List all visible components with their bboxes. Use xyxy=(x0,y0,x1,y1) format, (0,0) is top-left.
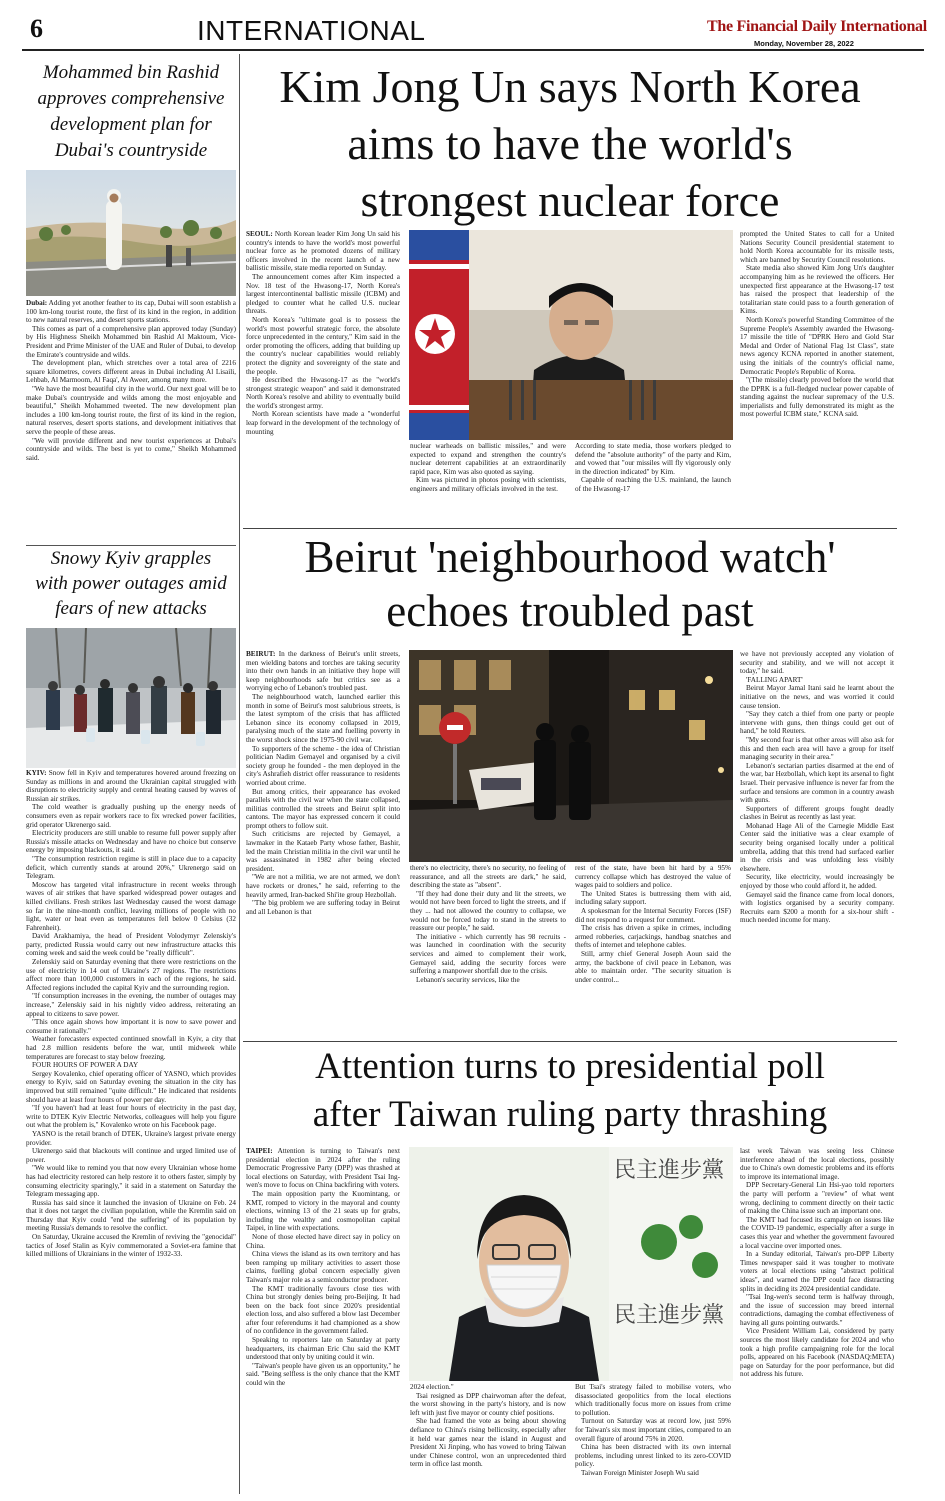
paragraph: Sergey Kovalenko, chief operating officer of YASNO, which provides energy to Kyiv, said on Saturday evening the situation in the city has improved but still remained "quite difficult." He indicated that residents should have at least four hours of power per day. xyxy=(26,1069,236,1104)
taiwan-col-1 xyxy=(246,1147,400,1494)
paragraph: "My second fear is that other areas will also ask for this and then each area will have a group for itself managing security in their area." xyxy=(740,735,894,762)
dubai-body xyxy=(26,299,236,544)
paragraph: China views the island as its own territory and has been ramping up military activities to assert those claims, fuelling global concern especially given Taiwan's major role as a semiconductor producer. xyxy=(246,1250,400,1284)
paragraph: "Taiwan's people have given us an opportunity," he said. "Being selfless is the only chance that the KMT could win the xyxy=(246,1361,400,1388)
paragraph: But among critics, their appearance has evoked parallels with the civil war when the state collapsed, militias controlled the streets and Beirut split into cantons. The mayor has expressed concern it could prompt others to follow suit. xyxy=(246,787,400,830)
paragraph: "We will provide different and new tourist experiences at Dubai's countryside and wilds. The best is yet to come," Sheikh Mohammed said. xyxy=(26,436,236,462)
beirut-col-3 xyxy=(575,864,731,1036)
story-divider xyxy=(243,528,897,529)
paragraph: Tsai resigned as DPP chairwoman after the defeat, the worst showing in the party's history, and is now left with just five mayor or county chief positions. xyxy=(410,1391,566,1417)
paragraph: Zelenskiy said on Saturday evening that there were restrictions on the use of electricity in 14 out of Ukraine's 27 regions. The restrictions affect more than 100,000 customers in each of the regions, he said. Affected regions included the capital Kyiv and the surrounding region. xyxy=(26,958,236,992)
paragraph: To supporters of the scheme - the idea of Christian politician Nadim Gemayel and organised by a civil society group he founded - the men deployed in the city's Ashrafieh district offer reassurance to residents worried about crime. xyxy=(246,744,400,787)
paragraph: "Say they catch a thief from one party or people intervene with guns, then things could get out of hand," he told Reuters. xyxy=(740,710,894,736)
headline-line: Beirut 'neighbourhood watch' xyxy=(304,532,836,582)
paragraph: 2024 election." xyxy=(410,1383,454,1391)
paragraph: "If you haven't had at least four hours of electricity in the past day, write to DTEK Kyiv Electric Networks, colleagues will help you figure out what the problem is," Kovalenko wrote on his Facebook page. xyxy=(26,1104,236,1130)
subhead: FOUR HOURS OF POWER A DAY xyxy=(32,1061,139,1070)
paragraph: "If consumption increases in the evening, the number of outages may increase," Zelenskiy said in his nightly video address, reiterating an appeal to citizens to save power. xyxy=(26,992,236,1018)
paragraph: This comes as part of a comprehensive plan approved today (Sunday) by His Highness Sheikh Mohammed bin Rashid Al Maktoum, Vice-President and Prime Minister of the UAE and Ruler of Dubai, to develop the Emirate's countryside and wilds. xyxy=(26,324,236,359)
paragraph: The announcement comes after Kim inspected a Nov. 18 test of the Hwasong-17, North Korea's largest intercontinental ballistic missile (ICBM) and pledged to counter what he called U.S. nuclear threats. xyxy=(246,272,400,316)
paragraph: Supporters of different groups fought deadly clashes in Beirut as recently as last year. xyxy=(740,804,894,822)
subhead: 'FALLING APART' xyxy=(746,675,803,684)
dpp-sign-text-bottom: 民主進步黨 xyxy=(614,1303,725,1328)
headline-line: with power outages amid xyxy=(35,573,227,594)
paragraph: In the darkness of Beirut's unlit streets, men wielding batons and torches are taking security into their own hands in an initiative they hope will keep neighbourhoods safe but critics see as a worrying echo of Lebanon's troubled past. xyxy=(246,650,400,693)
paragraph: there's no electricity, there's no security, no feeling of reassurance, and all the streets are dark," he said, describing the state as "absent". xyxy=(410,864,566,890)
beirut-col-2 xyxy=(410,864,566,1036)
paragraph: On Saturday, Ukraine accused the Kremlin of reviving the "genocidal" tactics of Josef Stalin as Kyiv commemorated a Soviet-era famine that killed millions of Ukrainians in the winter of 1932-33. xyxy=(26,1233,236,1259)
beirut-col-1 xyxy=(246,650,400,1036)
paragraph: Moscow has targeted vital infrastructure in recent weeks through waves of air strikes that have sparked widespread power outages and killed civilians. Fresh strikes last Wednesday caused the worst damage so far in the nine-month conflict, leaving millions of people with no light, water or heat even as temperatures fell below 0 Celsius (32 Fahrenheit). xyxy=(26,880,236,932)
dateline: BEIRUT: xyxy=(246,650,276,658)
paragraph: State media also showed Kim Jong Un's daughter accompanying him as he reviewed the officers. Her unexpected first appearance at the Hwasong-17 test has raised the prospect that leadership of the totalitarian state could pass to a fourth generation of Kims. xyxy=(740,264,894,316)
headline-line: fears of new attacks xyxy=(55,598,207,619)
paragraph: "We have the most beautiful city in the world. Our next goal will be to make Dubai's countryside and wilds among the most enjoyable and beautiful," Sheikh Mohammed tweeted. The new development plan includes a 100 km-long tourist route, the first of its kind in the region, natural reserves, desert sports stations, and development initiatives that serve the people of these areas. xyxy=(26,384,236,436)
headline-line: echoes troubled past xyxy=(386,586,754,636)
paragraph: "(The missile) clearly proved before the world that the DPRK is a full-fledged nuclear power capable of standing against the nuclear supremacy of the U.S. imperialists and fully demonstrated its might as the most powerful ICBM state," KCNA said. xyxy=(740,376,894,419)
paragraph: Vice President William Lai, considered by party sources the most likely candidate for 2024 and who took a high profile campaigning role for the local polls, appeared on his Facebook (NASDAQ:META) page on Saturday for the poor performance, but did not address his future. xyxy=(740,1327,894,1379)
paragraph: Gemayel said the finance came from local donors, with logistics organised by a security company. Recruits earn $200 a month for a six-hour shift - much needed income for many. xyxy=(740,890,894,925)
paragraph: last week Taiwan was seeing less Chinese interference ahead of the local elections, possibly due to China's own domestic problems and its efforts to improve its international image. xyxy=(740,1147,894,1181)
paragraph: Lebanon's sectarian parties disarmed at the end of the war, bar Hezbollah, which kept its arsenal to fight Israel. Their pervasive influence is never far from the surface and tensions are common in a country awash with guns. xyxy=(740,761,894,805)
dateline: KYIV: xyxy=(26,769,47,777)
paragraph: Attention is turning to Taiwan's next presidential election in 2024 after the ruling Democratic Progressive Party (DPP) was thrashed at local elections on Saturday, with President Tsai Ing-wen's move to focus on China backfiring with voters. xyxy=(246,1147,400,1190)
paragraph: "If they had done their duty and lit the streets, we would not have been forced to light the streets, and if they ... had not allowed the country to collapse, we would not be forced today to stand in the streets to reassure our people," he said. xyxy=(410,889,566,933)
paragraph: North Korea's powerful Standing Committee of the Supreme People's Assembly awarded the Hwasong-17 missile the title of "DPRK Hero and Gold Star Medal and Order of National Flag 1st Class", state news agency KCNA reported in another statement, using the initials of the country's official name, Democratic People's Republic of Korea. xyxy=(740,315,894,376)
taiwan-col-3 xyxy=(575,1383,731,1494)
paragraph: North Korea's "ultimate goal is to possess the world's most powerful strategic force, the absolute force unprecedented in the century," Kim said in the order promoting the officers, adding that building up the country's nuclear capabilities would reliably protect the dignity and sovereignty of the state and the people. xyxy=(246,315,400,376)
paragraph: Security, like electricity, would increasingly be enjoyed by those who could afford it, he added. xyxy=(740,873,894,891)
taiwan-col-2 xyxy=(410,1383,566,1494)
paragraph: North Korean scientists have made a "wonderful leap forward in the development of the technology of mounting xyxy=(246,410,400,436)
paragraph: Weather forecasters expected continued snowfall in Kyiv, a city that had 2.8 million residents before the war, until midweek while temperatures are forecast to stay below freezing. xyxy=(26,1035,236,1061)
dubai-headline xyxy=(26,60,236,164)
paragraph: Mohanad Hage Ali of the Carnegie Middle East Center said the initiative was a clear example of security being organised locally under a political umbrella, adding that this trend had surfaced earlier in the crisis and was unfolding less visibly elsewhere. xyxy=(740,821,894,873)
paragraph: He described the Hwasong-17 as the "world's strongest strategic weapon" and said it demonstrated North Korea's resolve and ability to eventually build the world's strongest army. xyxy=(246,376,400,410)
paragraph: YASNO is the retail branch of DTEK, Ukraine's largest private energy provider. xyxy=(26,1129,236,1147)
paragraph: Snow fell in Kyiv and temperatures hovered around freezing on Sunday as millions in and around the Ukrainian capital struggled with disruptions to electricity supply and central heating caused by waves of Russian air strikes. xyxy=(26,769,236,803)
headline-line: Dubai's countryside xyxy=(54,140,208,161)
headline-line: Mohammed bin Rashid xyxy=(42,62,220,83)
paragraph: DPP Secretary-General Lin Hsi-yao told reporters the party will perform a "review" of what went wrong, declining to comment directly on their tactic of making the China issue such an important one. xyxy=(740,1181,894,1216)
paragraph: Such criticisms are rejected by Gemayel, a lawmaker in the Kataeb Party whose father, Bashir, led the main Christian militia in the civil war until he was assassinated in 1982 after being elected president. xyxy=(246,830,400,873)
paragraph: Ukrenergo said that blackouts will continue and urged limited use of power. xyxy=(26,1147,236,1164)
korea-col-1 xyxy=(246,230,400,526)
headline-line: aims to have the world's xyxy=(347,118,793,169)
paragraph: Electricity producers are still unable to resume full power supply after Russia's missile attacks on Wednesday and have no choice but conserve energy by imposing blackouts, it said. xyxy=(26,829,236,855)
headline-line: after Taiwan ruling party thrashing xyxy=(312,1094,828,1135)
kyiv-body xyxy=(26,769,236,1494)
paragraph: prompted the United States to call for a United Nations Security Council presidential statement to hold North Korea accountable for its missile tests, which are banned by Security Council resolutions. xyxy=(740,230,894,264)
page-number: 6 xyxy=(30,14,43,43)
issue-date: Monday, November 28, 2022 xyxy=(754,39,854,48)
paper-name: The Financial Daily International xyxy=(707,18,927,35)
kyiv-photo xyxy=(26,628,236,768)
paragraph: The neighbourhood watch, launched earlier this month in some of Beirut's most salubrious streets, is the latest symptom of the crisis that has afflicted Lebanon since its economy collapsed in 2019, paralysing much of the state and fuelling poverty in the worst shock since the 1975-90 civil war. xyxy=(246,692,400,744)
paragraph: The United States is buttressing them with aid, including salary support. xyxy=(575,889,731,907)
paragraph: Speaking to reporters late on Saturday at party headquarters, its chairman Eric Chu said the KMT understood that only by uniting could it win. xyxy=(246,1336,400,1362)
paragraph: The KMT had focused its campaign on issues like the COVID-19 pandemic, especially after a surge in cases this year and whether the government favoured a local vaccine over imported ones. xyxy=(740,1215,894,1250)
paragraph: "Tsai Ing-wen's second term is halfway through, and the issue of succession may breed internal contradictions, damaging the combat effectiveness of having all guns pointing outwards." xyxy=(740,1293,894,1327)
paragraph: A spokesman for the Internal Security Forces (ISF) did not respond to a request for comment. xyxy=(575,906,731,924)
masthead-rule xyxy=(22,49,924,51)
paragraph: Turnout on Saturday was at record low, just 59% for Taiwan's six most important cities, compared to an overall figure of around 75% in 2020. xyxy=(575,1417,731,1443)
paragraph: She had framed the vote as being about showing defiance to China's rising bellicosity, especially after it held war games near the island in August and President Xi Jinping, who has vowed to bring Taiwan under Chinese control, won an unprecedented third term in office last month. xyxy=(410,1417,566,1469)
paragraph: "The consumption restriction regime is still in place due to a capacity deficit, which currently stands at around 20%," Ukrenergo said on Telegram. xyxy=(26,854,236,881)
dateline: TAIPEI: xyxy=(246,1147,273,1155)
beirut-col-4 xyxy=(740,650,894,1036)
paragraph: The cold weather is gradually pushing up the energy needs of consumers even as repair workers race to fix wrecked power facilities, grid operator Ukrenergo said. xyxy=(26,803,236,829)
beirut-headline xyxy=(243,530,897,638)
paragraph: Adding yet another feather to its cap, Dubai will soon establish a 100 km-long tourist route, the first of its kind in the region, in addition to new natural reserves, and desert sports stations. xyxy=(26,299,236,325)
paragraph: Lebanon's security services, like the xyxy=(416,975,520,984)
paragraph: David Arakhamiya, the head of President Volodymyr Zelenskiy's party, predicted Russia would carry out new infrastructure attacks this coming week and said the week could be "really difficult". xyxy=(26,932,236,958)
paragraph: "We are not a militia, we are not armed, we don't have rockets or drones," he said, referring to the heavily armed, Iran-backed Shi'ite group Hezbollah. xyxy=(246,873,400,899)
dateline: SEOUL: xyxy=(246,230,273,238)
kyiv-headline xyxy=(26,546,236,621)
dpp-sign-text-top: 民主進步黨 xyxy=(614,1158,725,1183)
korea-headline xyxy=(243,58,897,229)
paragraph: "The big problem we are suffering today in Beirut and all Lebanon is that xyxy=(246,899,400,916)
headline-line: Attention turns to presidential poll xyxy=(315,1046,825,1087)
paragraph: we have not previously accepted any violation of security and stability, and we will not accept it today," he said. xyxy=(740,650,894,676)
paragraph: China has been distracted with its own internal problems, including unrest linked to its zero-COVID policy. xyxy=(575,1443,731,1469)
paragraph: "We would like to remind you that now every Ukrainian whose home has had electricity restored can help restore it to others faster, simply by consuming electricity sparingly," it said in a statement on Saturday the Telegram messaging app. xyxy=(26,1164,236,1199)
tsai-ing-wen-photo xyxy=(409,1147,733,1381)
kim-jong-un-photo xyxy=(409,230,733,440)
beirut-street-photo xyxy=(409,650,733,862)
headline-line: Kim Jong Un says North Korea xyxy=(279,61,861,112)
paragraph: Capable of reaching the U.S. mainland, the launch of the Hwasong-17 xyxy=(575,476,731,493)
headline-line: Snowy Kyiv grapples xyxy=(50,548,212,569)
section-title: INTERNATIONAL xyxy=(197,15,426,46)
paragraph: None of those elected have direct say in policy on China. xyxy=(246,1232,400,1250)
headline-line: development plan for xyxy=(50,114,212,135)
story-divider xyxy=(243,1041,897,1042)
paragraph: "This once again shows how important it is now to save power and consume it rationally." xyxy=(26,1018,236,1035)
paragraph: nuclear warheads on ballistic missiles," and were expected to expand and strengthen the country's nuclear deterrent capabilities at an extraordinarily rapid pace, Kim was also quoted as saying. xyxy=(410,442,566,476)
dateline: Dubai: xyxy=(26,299,48,307)
paragraph: The crisis has driven a spike in crimes, including armed robberies, carjackings, handbag snatches and thefts of internet and telephone cables. xyxy=(575,924,731,950)
paragraph: The initiative - which currently has 98 recruits - was launched in coordination with the security services and aimed to complement their work, Gemayel said, adding the security forces were suffering a manpower shortfall due to the crisis. xyxy=(410,932,566,976)
paragraph: Kim was pictured in photos posing with scientists, engineers and military officials involved in the test. xyxy=(410,476,566,493)
paragraph: rest of the state, have been hit hard by a 95% currency collapse which has destroyed the value of wages paid to soldiers and police. xyxy=(575,864,731,890)
headline-line: strongest nuclear force xyxy=(360,175,780,226)
paragraph: North Korean leader Kim Jong Un said his country's intends to have the world's most powerful nuclear force as he promoted dozens of military officers involved in the recent launch of a new ballistic missile, state media reported on Sunday. xyxy=(246,230,400,273)
paragraph: The KMT traditionally favours close ties with China but strongly denies being pro-Beijing. It had been on the back foot since 2020's presidential election loss, and also suffered a blow last December after four referendums it had championed as a show of no confidence in the government failed. xyxy=(246,1284,400,1336)
paragraph: In a Sunday editorial, Taiwan's pro-DPP Liberty Times newspaper said it was tougher to motivate voters at local elections using "abstract political ideas", and warned the DPP could face distracting splits in deciding its 2024 presidential candidate. xyxy=(740,1250,894,1293)
sidebar-divider xyxy=(239,54,240,1494)
paragraph: Beirut Mayor Jamal Itani said he learnt about the initiative on the news, and was worried it could cause tension. xyxy=(740,684,894,710)
paragraph: But Tsai's strategy failed to mobilise voters, who disassociated geopolitics from the local elections which traditionally focus more on issues from crime to pollution. xyxy=(575,1383,731,1417)
korea-col-3 xyxy=(575,442,731,526)
paragraph: Still, army chief General Joseph Aoun said the army, the backbone of civil peace in Lebanon, was able to maintain order. "The security situation is under control... xyxy=(575,949,731,984)
paragraph: Russia has said since it launched the invasion of Ukraine on Feb. 24 that it does not target the civilian population, while the Kremlin said on Thursday that Kyiv could "end the suffering" of its population by meeting Russia's demands to resolve the conflict. xyxy=(26,1198,236,1233)
dubai-photo xyxy=(26,170,236,296)
paragraph: The development plan, which stretches over a total area of 2216 square kilometres, covers different areas in Dubai including Al Lisaili, Lehbab, Al Marmoom, Al Faqa', Al Aweer, among many more. xyxy=(26,359,236,385)
korea-col-2 xyxy=(410,442,566,526)
korea-col-4 xyxy=(740,230,894,526)
paragraph: According to state media, those workers pledged to defend the "absolute authority" of the party and Kim, and vowed that "our missiles will fly vigorously only in the direction indicated" by Kim. xyxy=(575,442,731,476)
taiwan-col-4 xyxy=(740,1147,894,1494)
headline-line: approves comprehensive xyxy=(37,88,225,109)
taiwan-headline xyxy=(243,1043,897,1139)
paragraph: Taiwan Foreign Minister Joseph Wu said xyxy=(581,1468,699,1477)
paragraph: The main opposition party the Kuomintang, or KMT, romped to victory in the mayoral and county elections, winning 13 of the 21 seats up for grabs, including the wealthy and cosmopolitan capital Taipei, in line with expectations. xyxy=(246,1189,400,1233)
